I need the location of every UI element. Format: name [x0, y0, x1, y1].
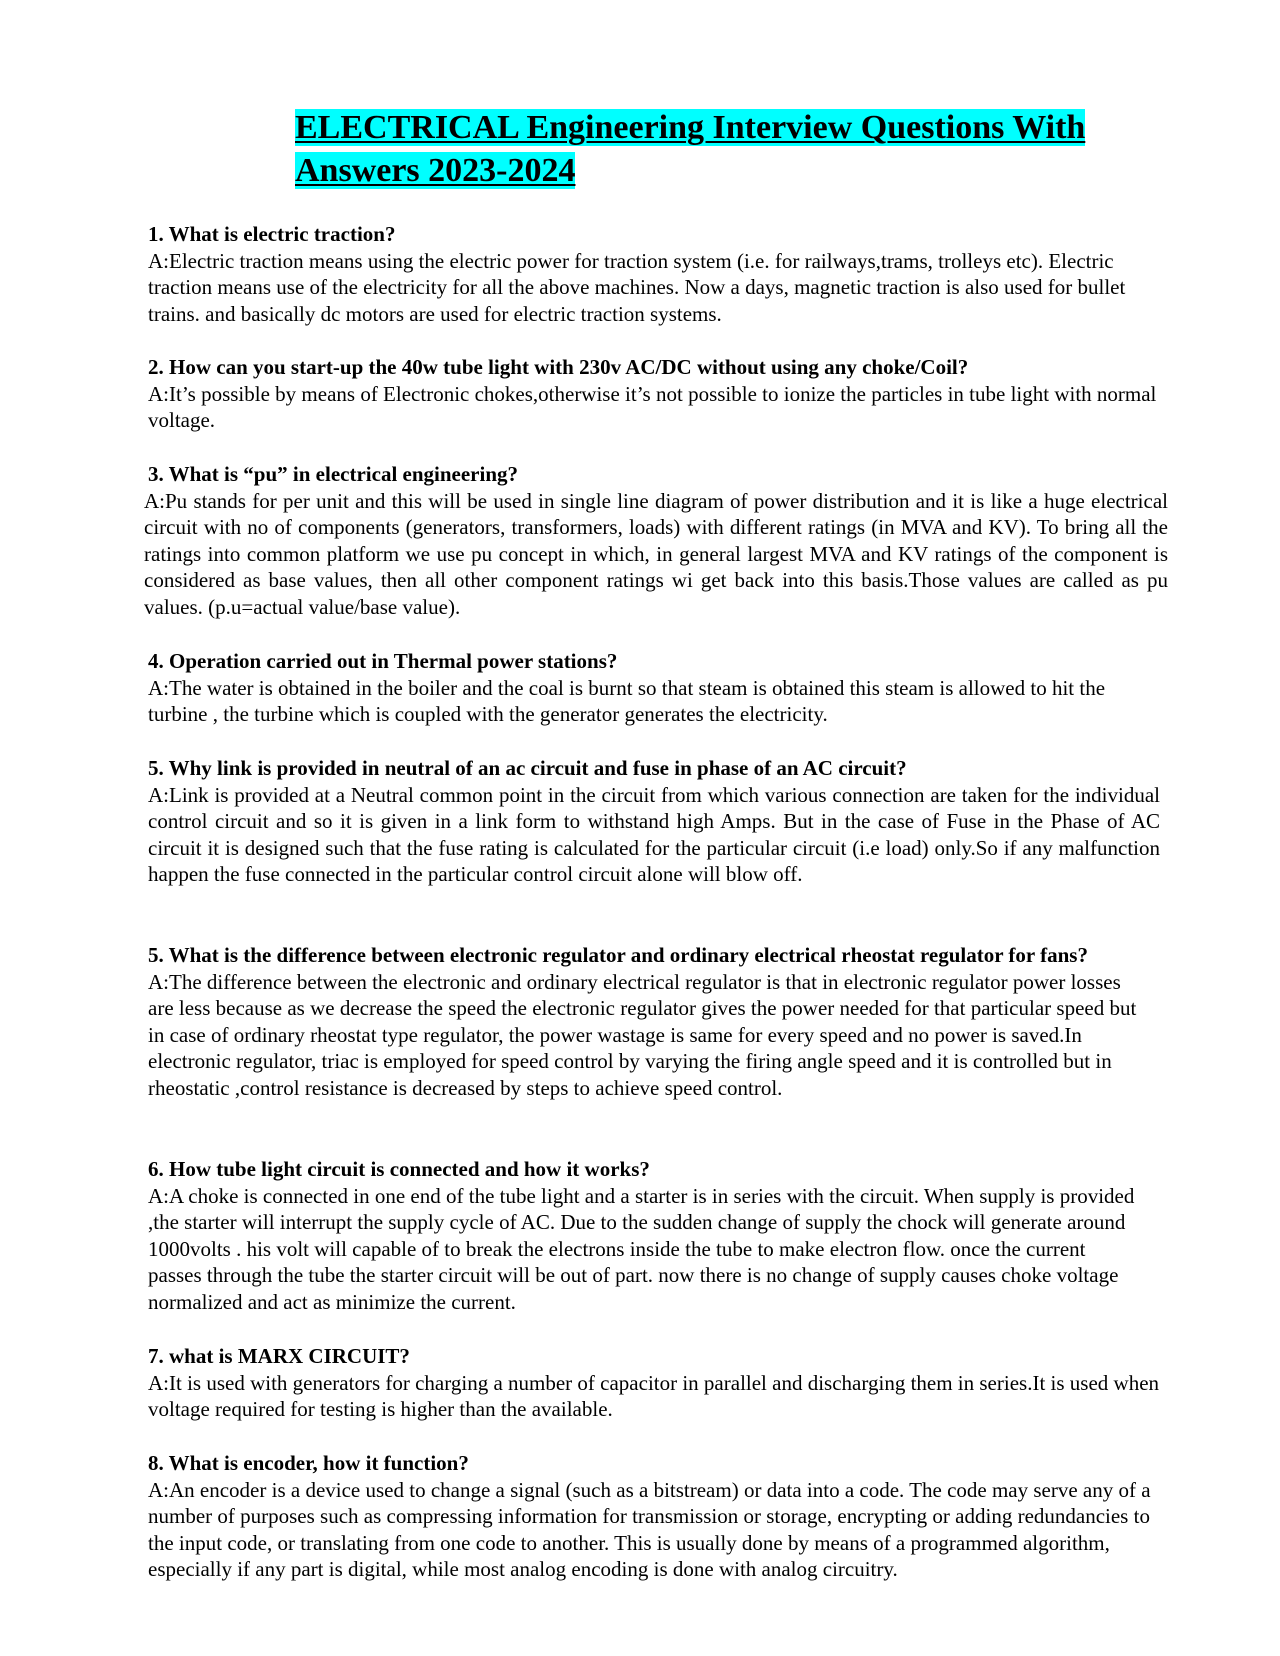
- qa-item-electric-traction: [148, 221, 1168, 327]
- question-text: 1. What is electric traction?: [148, 222, 396, 246]
- qa-item-thermal-power: [148, 648, 1168, 728]
- qa-item-link-fuse: [148, 755, 1160, 888]
- qa-item-fan-regulator: [148, 942, 1148, 1101]
- answer-text: A:It’s possible by means of Electronic chokes,otherwise it’s not possible to ionize the particles in tube light with normal voltage.: [148, 381, 1157, 432]
- qa-item-marx-circuit: [148, 1343, 1168, 1423]
- question-text: 3. What is “pu” in electrical engineering?: [148, 462, 519, 486]
- answer-text: A:A choke is connected in one end of the tube light and a starter is in series with the circuit. When supply is provided ,the starter will interrupt the supply cycle of AC. Due to the sudden change of supply the chock will generate around 1000volts . his volt will capable of to break the electrons inside the tube to make electron flow. once the current passes through the tube the starter circuit will be out of part. now there is no change of supply causes choke voltage normalized and act as minimize the current.: [148, 1183, 1135, 1314]
- answer-text: A:Electric traction means using the electric power for traction system (i.e. for railways,trams, trolleys etc). Electric traction means use of the electricity for all the above machines. Now a days, magnetic traction is also used for bullet trains. and basically dc motors are used for electric traction systems.: [148, 248, 1126, 326]
- question-text: 5. What is the difference between electronic regulator and ordinary electrical rheostat regulator for fans?: [148, 943, 1088, 967]
- qa-item-encoder: [148, 1450, 1160, 1583]
- answer-text: A:The water is obtained in the boiler and the coal is burnt so that steam is obtained this steam is allowed to hit the turbine , the turbine which is coupled with the generator generates the electricity.: [148, 675, 1106, 726]
- question-text: 4. Operation carried out in Thermal power stations?: [148, 649, 618, 673]
- qa-item-tube-light-startup: [148, 354, 1168, 434]
- answer-text: A:The difference between the electronic and ordinary electrical regulator is that in electronic regulator power losses are less because as we decrease the speed the electronic regulator gives the power needed for that particular speed but in case of ordinary rheostat type regulator, the power wastage is same for every speed and no power is saved.In electronic regulator, triac is employed for speed control by varying the firing angle speed and it is controlled but in rheostatic ,control resistance is decreased by steps to achieve speed control.: [148, 969, 1137, 1100]
- question-text: 5. Why link is provided in neutral of an ac circuit and fuse in phase of an AC circuit?: [148, 756, 907, 780]
- answer-text: A:Link is provided at a Neutral common point in the circuit from which various connection are taken for the individual control circuit and so it is given in a link form to withstand high Amps. But in the case of Fuse in the Phase of AC circuit it is designed such that the fuse rating is calculated for the particular circuit (i.e load) only.So if any malfunction happen the fuse connected in the particular control circuit alone will blow off.: [148, 782, 1160, 886]
- qa-item-tube-light-circuit: [148, 1156, 1140, 1315]
- question-text: 8. What is encoder, how it function?: [148, 1451, 469, 1475]
- question-text: 2. How can you start-up the 40w tube light with 230v AC/DC without using any choke/Coil?: [148, 355, 969, 379]
- answer-text: A:It is used with generators for charging a number of capacitor in parallel and discharging them in series.It is used when voltage required for testing is higher than the available.: [148, 1370, 1160, 1421]
- document-title: [295, 106, 1195, 192]
- question-text: 6. How tube light circuit is connected and how it works?: [148, 1157, 650, 1181]
- document-title-text: ELECTRICAL Engineering Interview Questions With Answers 2023-2024: [295, 109, 1086, 189]
- question-text: 7. what is MARX CIRCUIT?: [148, 1344, 410, 1368]
- answer-text: A:An encoder is a device used to change a signal (such as a bitstream) or data into a code. The code may serve any of a number of purposes such as compressing information for transmission or storage, encrypting or adding redundancies to the input code, or translating from one code to another. This is usually done by means of a programmed algorithm, especially if any part is digital, while most analog encoding is done with analog circuitry.: [148, 1477, 1151, 1581]
- answer-text: A:Pu stands for per unit and this will be used in single line diagram of power distribution and it is like a huge electrical circuit with no of components (generators, transformers, loads) with different ratings (in MVA and KV). To bring all the ratings into common platform we use pu concept in which, in general largest MVA and KV ratings of the component is considered as base values, then all other component ratings wi get back into this basis.Those values are called as pu values. (p.u=actual value/base value).: [144, 488, 1168, 619]
- qa-item-per-unit: [144, 461, 1168, 620]
